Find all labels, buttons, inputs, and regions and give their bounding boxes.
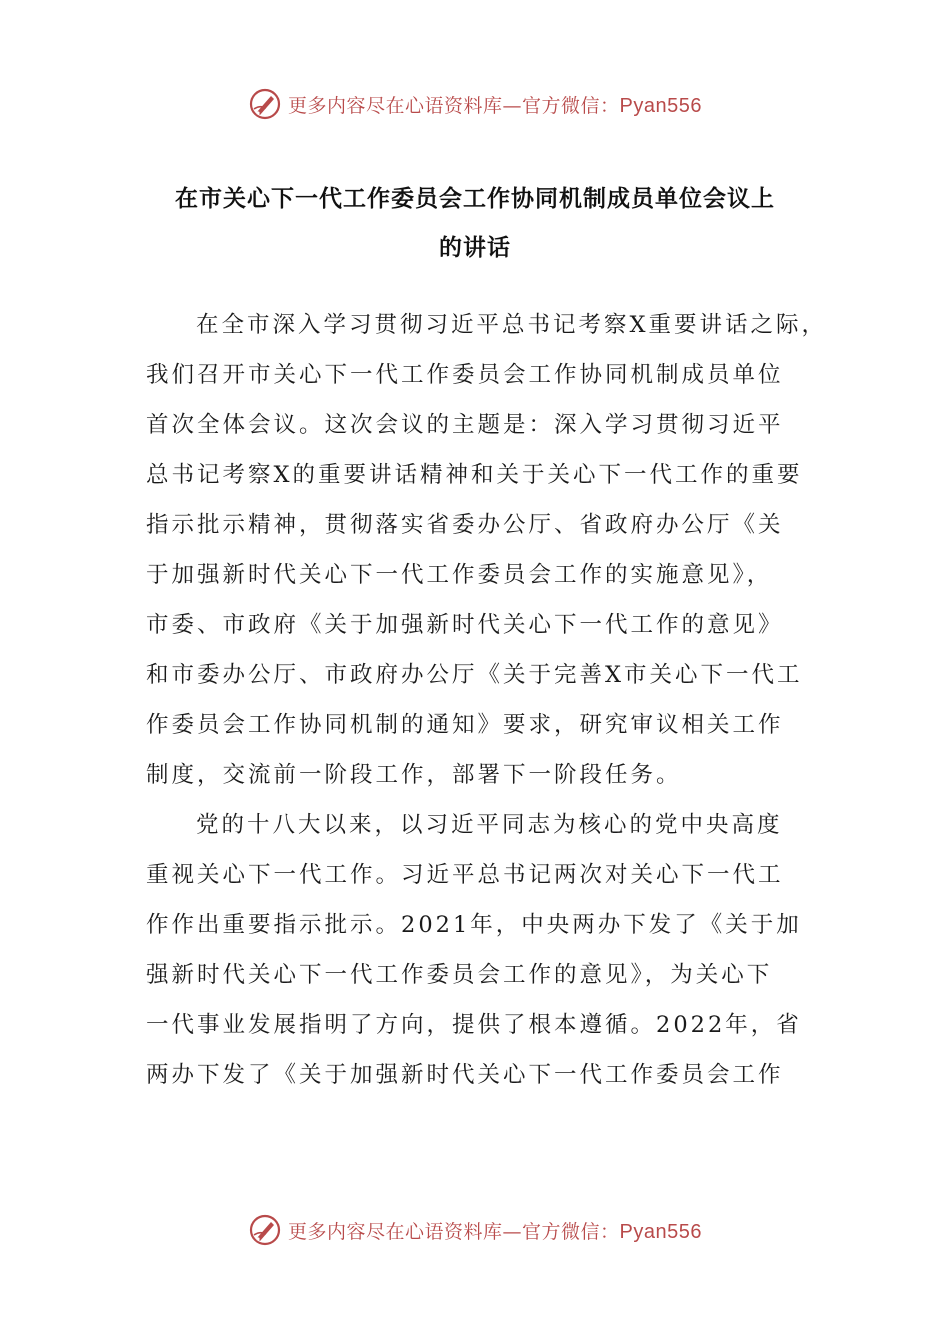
watermark-banner-bottom	[0, 1208, 950, 1252]
paragraph-line: 指示批示精神，贯彻落实省委办公厅、省政府办公厅《关	[146, 512, 784, 538]
paragraph-line: 作作出重要指示批示。2021年，中央两办下发了《关于加	[146, 912, 802, 938]
paragraph-line: 一代事业发展指明了方向，提供了根本遵循。2022年，省	[146, 1012, 802, 1038]
paragraph-line: 市委、市政府《关于加强新时代关心下一代工作的意见》	[146, 612, 784, 638]
paragraph-line: 制度，交流前一阶段工作，部署下一阶段任务。	[146, 762, 682, 788]
watermark-text: 更多内容尽在心语资料库—官方微信：Pyan556	[288, 94, 702, 117]
wechat-id: Pyan556	[619, 1220, 702, 1243]
paragraph-line: 两办下发了《关于加强新时代关心下一代工作委员会工作	[146, 1062, 784, 1088]
paragraph-line: 我们召开市关心下一代工作委员会工作协同机制成员单位	[146, 362, 784, 388]
paragraph-line: 和市委办公厅、市政府办公厅《关于完善X市关心下一代工	[146, 662, 803, 688]
paragraph-line: 于加强新时代关心下一代工作委员会工作的实施意见》，	[146, 562, 773, 588]
document-body	[146, 300, 846, 1100]
paragraph-line: 作委员会工作协同机制的通知》要求，研究审议相关工作	[146, 712, 784, 738]
paragraph-line: 在全市深入学习贯彻习近平总书记考察X重要讲话之际，	[196, 312, 828, 338]
paragraph-1	[146, 300, 846, 800]
pen-logo-icon	[248, 1213, 282, 1247]
paragraph-line: 党的十八大以来，以习近平同志为核心的党中央高度	[196, 812, 783, 838]
document-title-line-2: 的讲话	[439, 235, 511, 261]
watermark-text: 更多内容尽在心语资料库—官方微信：Pyan556	[288, 1220, 702, 1243]
watermark-banner-top	[0, 82, 950, 126]
document-title-line-1: 在市关心下一代工作委员会工作协同机制成员单位会议上	[175, 186, 775, 212]
pen-logo-icon	[248, 87, 282, 121]
wechat-id: Pyan556	[619, 94, 702, 117]
paragraph-line: 重视关心下一代工作。习近平总书记两次对关心下一代工	[146, 862, 784, 888]
paragraph-line: 总书记考察X的重要讲话精神和关于关心下一代工作的重要	[146, 462, 803, 488]
paragraph-line: 强新时代关心下一代工作委员会工作的意见》，为关心下	[146, 962, 773, 988]
paragraph-2	[146, 800, 846, 1100]
paragraph-line: 首次全体会议。这次会议的主题是：深入学习贯彻习近平	[146, 412, 784, 438]
